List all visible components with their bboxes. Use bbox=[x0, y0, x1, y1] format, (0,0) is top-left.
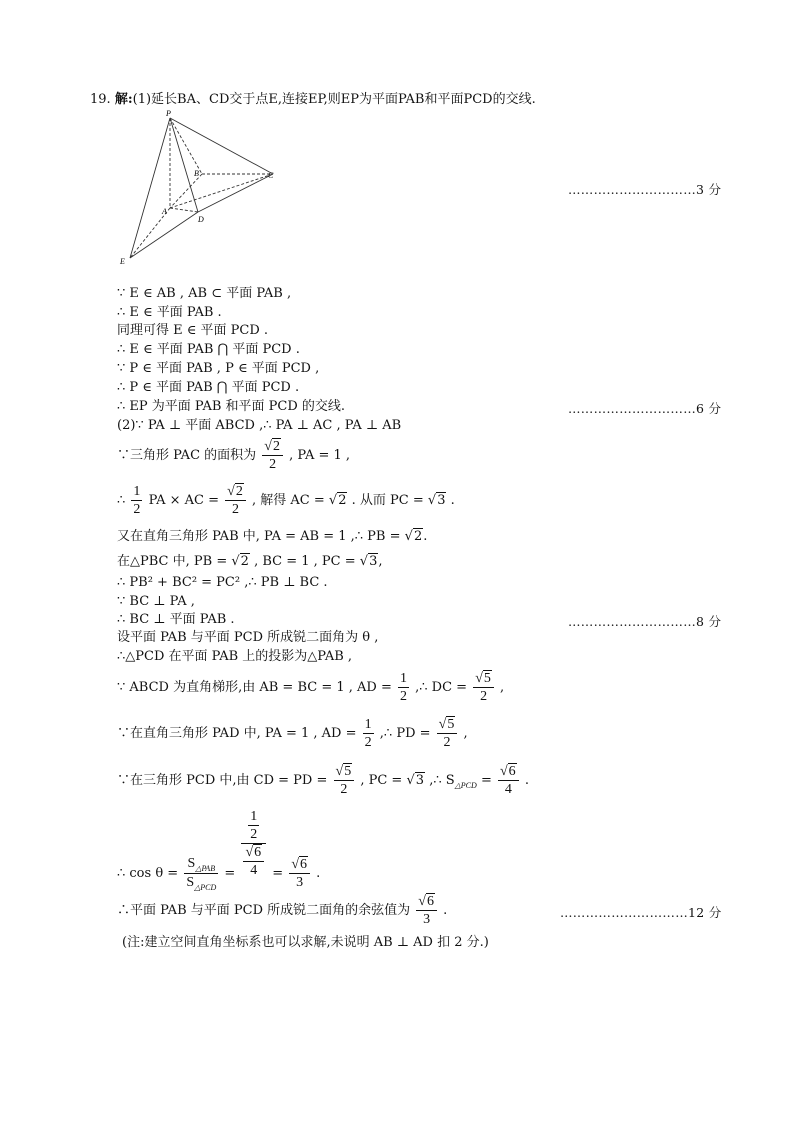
line-8: (2)∵ PA ⊥ 平面 ABCD ,∴ PA ⊥ AC , PA ⊥ AB bbox=[117, 418, 402, 433]
line-15: ∴ BC ⊥ 平面 PAB . bbox=[117, 612, 235, 627]
note: (注:建立空间直角坐标系也可以求解,未说明 AB ⊥ AD 扣 2 分.) bbox=[122, 935, 489, 950]
line-1: ∵ E ∈ AB , AB ⊂ 平面 PAB , bbox=[117, 286, 292, 301]
label-A: A bbox=[162, 207, 167, 216]
line-3: 同理可得 E ∈ 平面 PCD . bbox=[117, 323, 269, 338]
line-20: ∵在三角形 PCD 中,由 CD = PD = $\frac{√5}{2}$ , PC = √3 ,∴ $S_{\triangle PCD}$ = $\frac{√6}{4}$ . bbox=[117, 764, 529, 797]
line-19: ∵在直角三角形 PAD 中, PA = 1 , AD = $\frac{1}{2}$ ,∴ PD = $\frac{√5}{2}$ , bbox=[117, 717, 468, 750]
line-17: ∴△PCD 在平面 PAB 上的投影为△PAB , bbox=[117, 649, 353, 664]
problem-number: 19. bbox=[90, 92, 111, 107]
problem-header bbox=[90, 92, 536, 108]
score-3: …………………………3 分 bbox=[568, 182, 722, 197]
part1-intro: (1)延长BA、CD交于点E,连接EP,则EP为平面PAB和平面PCD的交线. bbox=[132, 92, 536, 107]
line-2: ∴ E ∈ 平面 PAB . bbox=[117, 305, 222, 320]
line-5: ∵ P ∈ 平面 PAB , P ∈ 平面 PCD , bbox=[117, 361, 320, 376]
line-11: 又在直角三角形 PAB 中, PA = AB = 1 ,∴ PB = √2. bbox=[117, 529, 428, 544]
label-E: E bbox=[120, 257, 125, 266]
line-14: ∵ BC ⊥ PA , bbox=[117, 594, 195, 609]
label-D: D bbox=[198, 215, 204, 224]
line-18: ∵ ABCD 为直角梯形,由 AB = BC = 1 , AD = $\frac{1}{2}$ ,∴ DC = $\frac{√5}{2}$ , bbox=[117, 671, 505, 704]
line-10: ∴ $\frac{1}{2}$ PA × AC = $\frac{√2}{2}$ , 解得 AC = √2 . 从而 PC = √3 . bbox=[117, 484, 455, 517]
line-6: ∴ P ∈ 平面 PAB ⋂ 平面 PCD . bbox=[117, 380, 300, 395]
line-22: ∴平面 PAB 与平面 PCD 所成锐二面角的余弦值为 $\frac{√6}{3}$ . bbox=[117, 894, 448, 927]
line-13: ∴ PB² + BC² = PC² ,∴ PB ⊥ BC . bbox=[117, 575, 328, 590]
label-B: B bbox=[194, 169, 199, 178]
label-C: C bbox=[268, 171, 274, 180]
fraction-sqrt2-over-2-b: $\frac{√2}{2}$ bbox=[225, 483, 246, 518]
score-8: …………………………8 分 bbox=[568, 614, 722, 629]
score-12: …………………………12 分 bbox=[560, 905, 722, 920]
pyramid-figure bbox=[118, 108, 278, 268]
line-16: 设平面 PAB 与平面 PCD 所成锐二面角为 θ , bbox=[117, 630, 379, 645]
line-7: ∴ EP 为平面 PAB 和平面 PCD 的交线. bbox=[117, 399, 346, 414]
fraction-one-half: $\frac{1}{2}$ bbox=[133, 484, 141, 517]
line-21: ∴ cos θ = $\frac{S_{\triangle PAB}}{S_{\triangle PCD}}$ = $\frac{\frac{1}{2}}{\frac{√6}{4}}$ = $\frac{√6}{3}$ . bbox=[117, 809, 321, 892]
solution-label: 解: bbox=[114, 92, 133, 107]
line-9: ∵三角形 PAC 的面积为 $\frac{√2}{2}$ , PA = 1 , bbox=[117, 439, 351, 472]
label-P: P bbox=[166, 109, 171, 118]
fraction-sqrt2-over-2: $\frac{√2}{2}$ bbox=[262, 438, 283, 473]
line-12: 在△PBC 中, PB = √2 , BC = 1 , PC = √3, bbox=[117, 554, 383, 569]
line-4: ∴ E ∈ 平面 PAB ⋂ 平面 PCD . bbox=[117, 342, 300, 357]
score-6: …………………………6 分 bbox=[568, 401, 722, 416]
